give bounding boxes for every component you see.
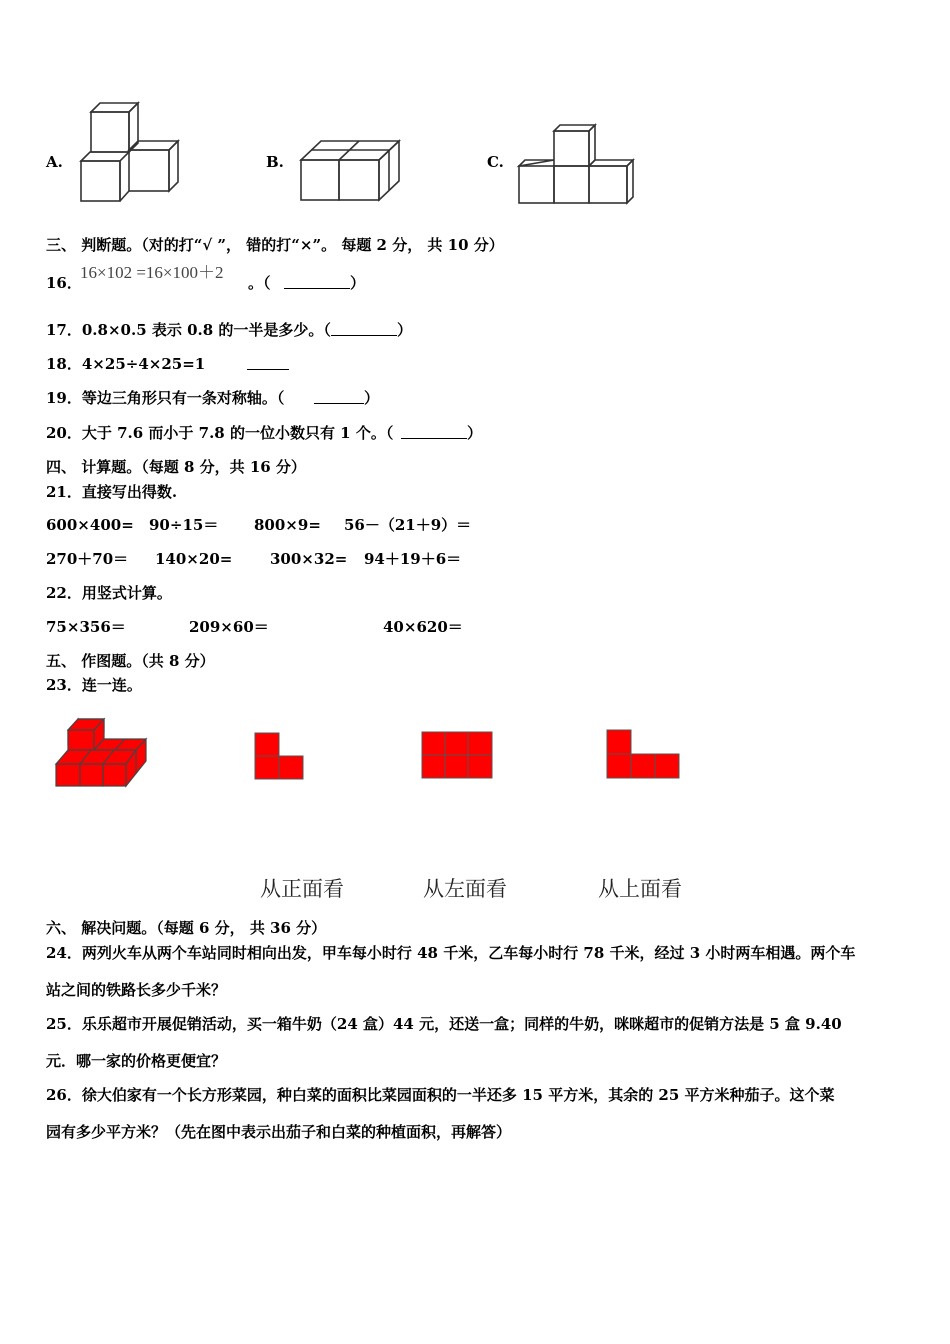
q23-text: 23．连一连。	[46, 676, 142, 694]
q16-answer-blank[interactable]	[284, 274, 350, 289]
q19-paren-close: ）	[364, 389, 380, 407]
section4-title: 四、 计算题。（每题 8 分，共 16 分）	[46, 458, 306, 476]
q19-answer-blank[interactable]	[314, 389, 364, 404]
q16-paren-open: 。（	[248, 274, 271, 292]
q21-item: 270＋70＝	[46, 550, 129, 568]
option-a-label: A.	[46, 153, 63, 171]
view-label-top: 从上面看	[598, 877, 682, 901]
q16-paren-close: ）	[350, 274, 366, 292]
q20-text: 20．大于 7.6 而小于 7.8 的一位小数只有 1 个。（	[46, 424, 394, 442]
option-b-cube-figure	[298, 138, 404, 204]
q25-line1: 25．乐乐超市开展促销活动，买一箱牛奶（24 盒）44 元，还送一盒；同样的牛奶，咪咪超市的促销方法是 5 盒 9.40	[46, 1015, 842, 1033]
q21-item: 800×9=	[254, 516, 321, 534]
red-view-long-l-shape	[606, 729, 680, 779]
q17-text: 17．0.8×0.5 表示 0.8 的一半是多少。（	[46, 321, 331, 339]
q19-text: 19．等边三角形只有一条对称轴。（	[46, 389, 285, 407]
q24-line1: 24．两列火车从两个车站同时相向出发，甲车每小时行 48 千米，乙车每小时行 78 千米，经过 3 小时两车相遇。两个车	[46, 944, 856, 962]
q21-item: 56－（21＋9）＝	[344, 516, 472, 534]
option-a-cube-figure	[78, 100, 184, 204]
option-b-label: B.	[266, 153, 284, 171]
q16-formula: 16×102 =16×100＋2	[80, 263, 224, 282]
q26-line2: 园有多少平方米？（先在图中表示出茄子和白菜的种植面积，再解答）	[46, 1123, 512, 1141]
q26-line1: 26．徐大伯家有一个长方形菜园，种白菜的面积比菜园面积的一半还多 15 平方米，其余的 25 平方米种茄子。这个菜	[46, 1086, 835, 1104]
q17-paren-close: ）	[397, 321, 413, 339]
q21-item: 300×32=	[270, 550, 348, 568]
option-c-cube-figure	[516, 122, 636, 206]
q25-line2: 元．哪一家的价格更便宜？	[46, 1052, 227, 1070]
q22-item: 40×620＝	[383, 618, 463, 636]
q18-text: 18．4×25÷4×25=1	[46, 355, 206, 373]
option-c-label: C.	[487, 153, 504, 171]
view-label-left: 从左面看	[423, 877, 507, 901]
q21-item: 600×400=	[46, 516, 134, 534]
q21-item: 140×20=	[155, 550, 233, 568]
q22-item: 75×356＝	[46, 618, 126, 636]
section5-title: 五、 作图题。（共 8 分）	[46, 652, 215, 670]
q22-item: 209×60＝	[189, 618, 269, 636]
q22-text: 22．用竖式计算。	[46, 584, 172, 602]
q21-text: 21．直接写出得数.	[46, 483, 178, 501]
section6-title: 六、 解决问题。（每题 6 分， 共 36 分）	[46, 919, 327, 937]
q24-line2: 站之间的铁路长多少千米？	[46, 981, 227, 999]
red-cube-solid-figure	[54, 716, 150, 788]
red-view-l-shape	[254, 732, 304, 780]
q18-answer-blank[interactable]	[247, 355, 289, 370]
view-label-front: 从正面看	[260, 877, 344, 901]
q20-answer-blank[interactable]	[401, 424, 467, 439]
q17-answer-blank[interactable]	[331, 321, 397, 336]
section3-title: 三、 判断题。（对的打“√ ”， 错的打“×”。 每题 2 分， 共 10 分）	[46, 236, 504, 254]
q21-item: 94＋19＋6＝	[364, 550, 462, 568]
q21-item: 90÷15＝	[149, 516, 219, 534]
q20-paren-close: ）	[467, 424, 483, 442]
q16-number: 16．	[46, 274, 82, 292]
red-view-grid-shape	[421, 731, 493, 779]
